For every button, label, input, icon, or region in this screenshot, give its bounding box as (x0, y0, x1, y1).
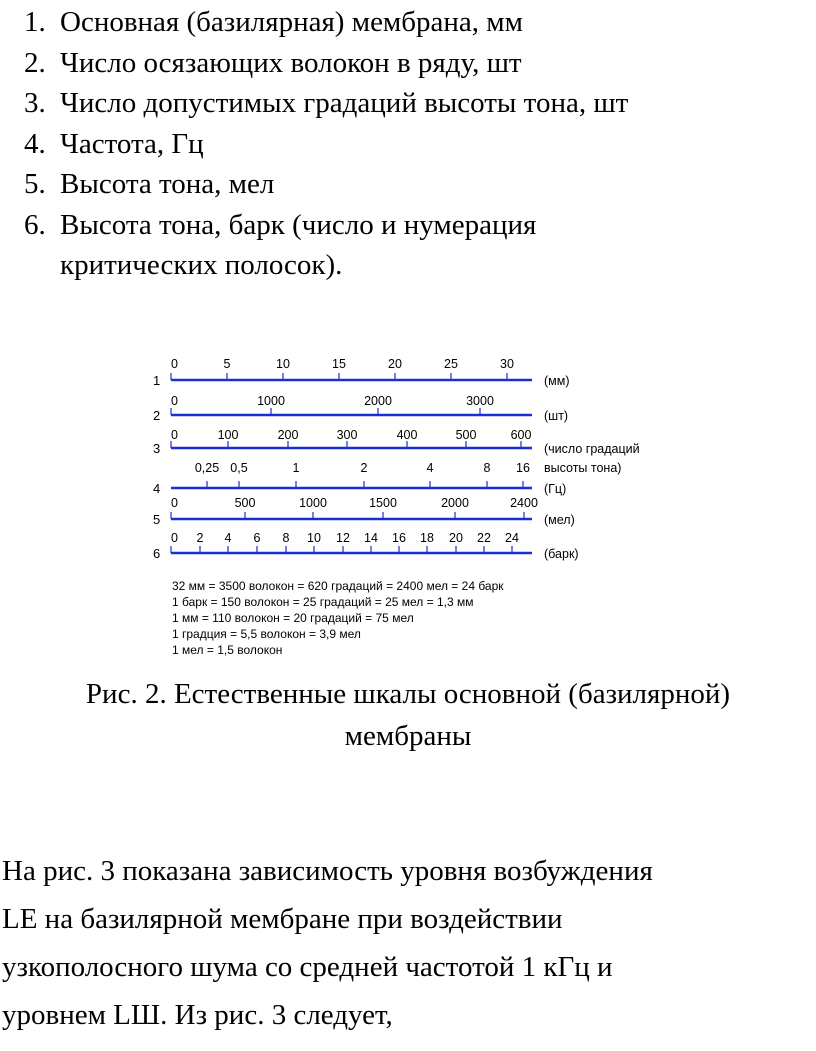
unit-label: (число градаций (544, 442, 640, 456)
tick-label: 2 (196, 531, 204, 545)
caption-line: мембраны (344, 720, 472, 752)
list-text: Основная (базилярная) мембрана, мм (60, 6, 524, 38)
tick-label: 2000 (441, 496, 469, 510)
list-text: критических полосок). (60, 249, 343, 281)
tick-label: 12 (336, 531, 350, 545)
tick-label: 200 (277, 428, 299, 442)
list-item (24, 124, 628, 165)
equivalence-line: 32 мм = 3500 волокон = 620 градаций = 2400 мел = 24 барк (172, 579, 504, 593)
scales-figure (150, 358, 670, 673)
list-item (24, 83, 628, 124)
tick-label: 600 (510, 428, 532, 442)
unit-label: (барк) (544, 547, 579, 561)
unit-label: (шт) (544, 409, 569, 423)
tick-label: 500 (234, 496, 256, 510)
scale-number: 6 (153, 546, 161, 561)
scales-diagram (150, 358, 670, 673)
tick-label: 0,25 (194, 461, 220, 475)
tick-label: 16 (392, 531, 406, 545)
tick-label: 0 (171, 531, 178, 545)
list-number: 6. (24, 208, 46, 241)
tick-label: 14 (364, 531, 378, 545)
tick-label: 3000 (466, 394, 494, 408)
tick-label: 18 (420, 531, 434, 545)
scale-number: 4 (153, 481, 161, 496)
list-text: Частота, Гц (60, 127, 204, 160)
unit-label: (мм) (544, 374, 570, 388)
tick-label: 8 (483, 461, 491, 475)
tick-label: 2000 (364, 394, 392, 408)
tick-label: 500 (455, 428, 477, 442)
equivalence-line: 1 барк = 150 волокон = 25 градаций = 25 мел = 1,3 мм (172, 595, 474, 609)
tick-label: 0 (171, 358, 178, 371)
list-text: Число допустимых градаций высоты тона, шт (60, 87, 629, 119)
tick-label: 100 (217, 428, 239, 442)
tick-label: 0 (171, 394, 178, 408)
caption-line: Рис. 2. Естественные шкалы основной (базилярной) (85, 678, 731, 710)
tick-label: 1500 (369, 496, 397, 510)
list-text: Число осязающих волокон в ряду, шт (60, 46, 522, 79)
tick-label: 2400 (510, 496, 538, 510)
scale-number: 1 (153, 373, 161, 388)
figure-caption (0, 673, 816, 757)
tick-label: 0 (171, 428, 178, 442)
list-number: 4. (24, 127, 46, 160)
tick-label: 24 (505, 531, 519, 545)
tick-label: 10 (307, 531, 321, 545)
paragraph-line: LE на базилярной мембране при воздействии (2, 903, 563, 935)
tick-label: 4 (224, 531, 232, 545)
equivalence-line: 1 мел = 1,5 волокон (172, 643, 283, 657)
list-number: 1. (24, 6, 46, 38)
list-item (24, 2, 628, 43)
list-number: 2. (24, 46, 46, 79)
tick-label: 20 (388, 358, 402, 371)
list-text: Высота тона, мел (60, 168, 275, 200)
body-paragraph (2, 847, 812, 1039)
tick-label: 15 (332, 358, 346, 371)
scale-number: 2 (153, 408, 161, 423)
scale-number: 3 (153, 441, 161, 456)
tick-label: 10 (276, 358, 290, 371)
list-number: 5. (24, 168, 46, 200)
paragraph-line: узкополосного шума со средней частотой 1 кГц и (2, 951, 613, 983)
paragraph-line: На рис. 3 показана зависимость уровня возбуждения (2, 855, 653, 887)
tick-label: 20 (449, 531, 463, 545)
tick-label: 400 (396, 428, 418, 442)
numbered-list (24, 2, 628, 286)
tick-label: 0,5 (230, 461, 248, 475)
unit-label: (мел) (544, 513, 575, 527)
list-item (24, 164, 628, 205)
tick-label: 30 (500, 358, 514, 371)
tick-label: 0 (171, 496, 178, 510)
tick-label: 6 (253, 531, 261, 545)
tick-label: 22 (477, 531, 491, 545)
unit-label: (Гц) (544, 482, 567, 496)
equivalence-line: 1 мм = 110 волокон = 20 градаций = 75 мел (172, 611, 414, 625)
tick-label: 1 (292, 461, 300, 475)
tick-label: 25 (444, 358, 458, 371)
list-item-continuation (24, 245, 628, 286)
tick-label: 8 (282, 531, 290, 545)
unit-label: высоты тона) (544, 461, 622, 475)
tick-label: 4 (426, 461, 434, 475)
tick-label: 16 (516, 461, 530, 475)
list-text: Высота тона, барк (число и нумерация (60, 208, 537, 241)
tick-label: 300 (336, 428, 358, 442)
list-number: 3. (24, 87, 46, 119)
list-item (24, 43, 628, 84)
tick-label: 5 (223, 358, 231, 371)
tick-label: 2 (360, 461, 368, 475)
tick-label: 1000 (257, 394, 285, 408)
scale-number: 5 (153, 512, 161, 527)
list-item (24, 205, 628, 246)
equivalence-line: 1 градция = 5,5 волокон = 3,9 мел (172, 627, 361, 641)
tick-label: 1000 (299, 496, 327, 510)
paragraph-line: уровнем LШ. Из рис. 3 следует, (2, 999, 393, 1031)
